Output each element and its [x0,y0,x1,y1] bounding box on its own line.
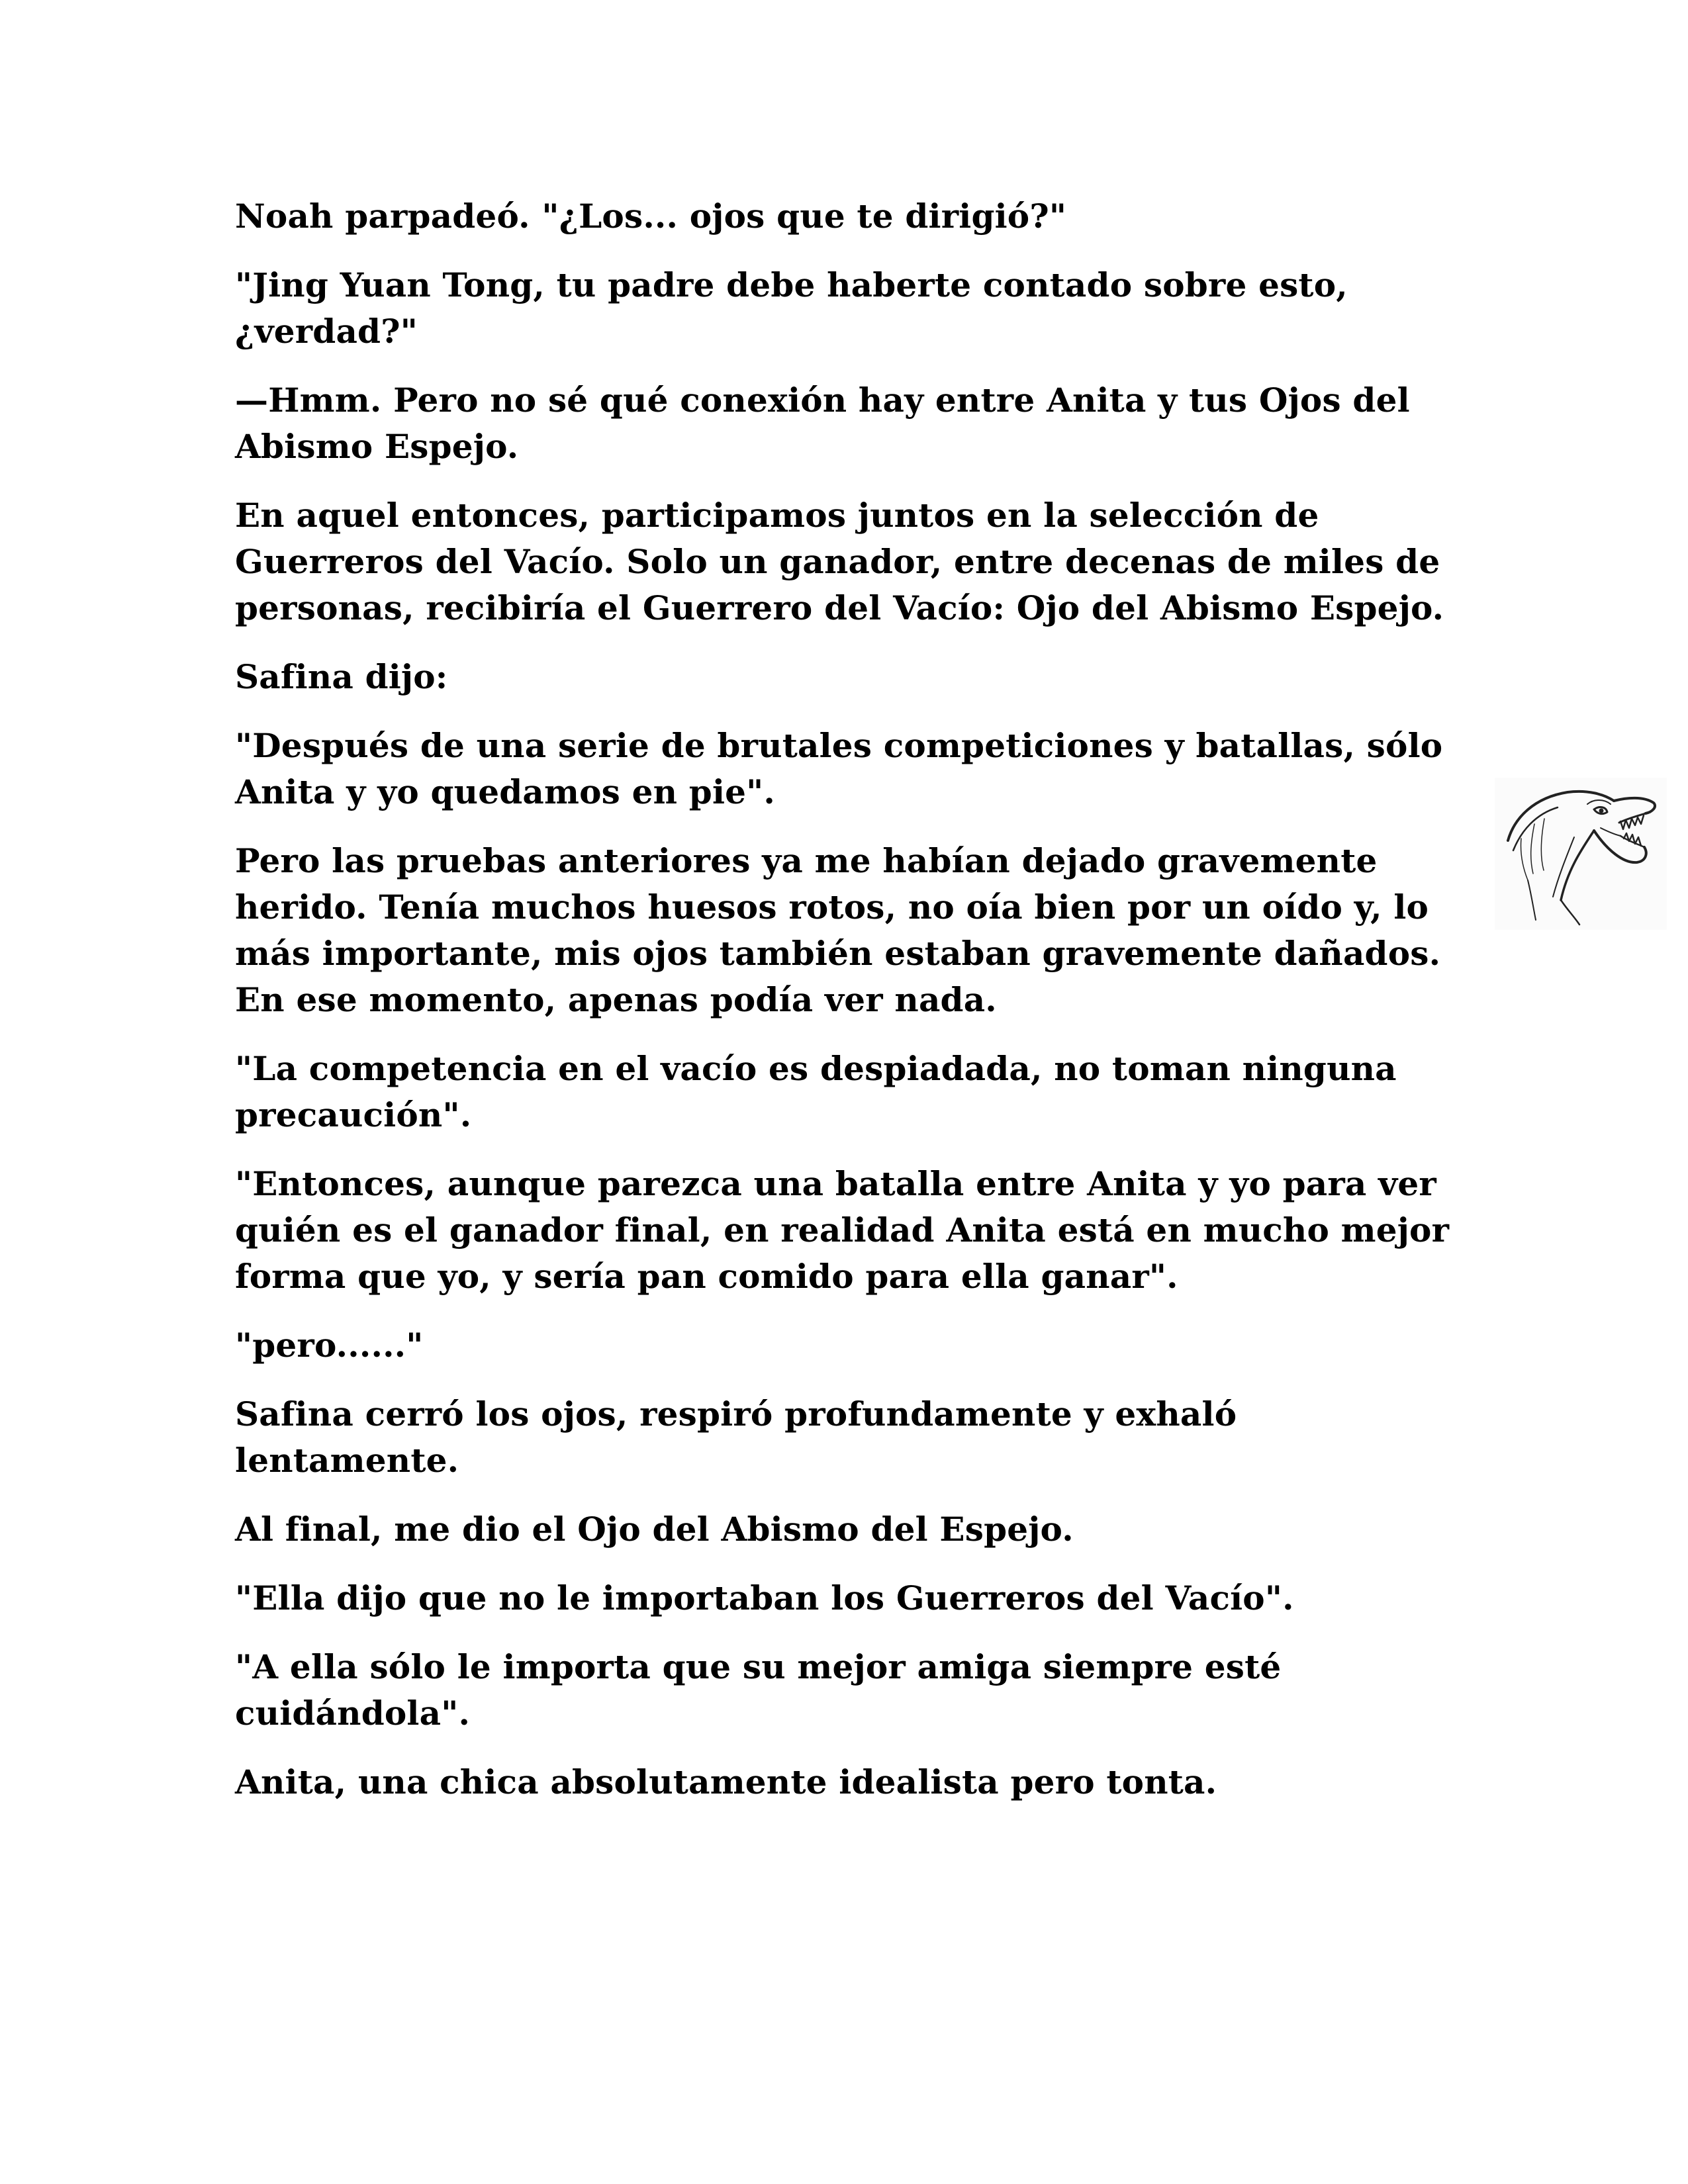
dinosaur-sketch-icon [1495,778,1667,930]
paragraph: Noah parpadeó. "¿Los... ojos que te dirigió?" [235,197,1067,236]
paragraph: "Después de una serie de brutales competiciones y batallas, sólo Anita y yo quedamos en pie". [235,726,1454,811]
paragraph: "pero......" [235,1326,424,1365]
paragraph: Safina dijo: [235,657,448,696]
document-body [235,193,1461,1828]
paragraph: Anita, una chica absolutamente idealista pero tonta. [235,1762,1217,1801]
paragraph: Al final, me dio el Ojo del Abismo del Espejo. [235,1510,1074,1549]
paragraph: "Entonces, aunque parezca una batalla entre Anita y yo para ver quién es el ganador final, en realidad Anita está en mucho mejor forma que yo, y sería pan comido para ella ganar". [235,1164,1461,1296]
paragraph: —Hmm. Pero no sé qué conexión hay entre Anita y tus Ojos del Abismo Espejo. [235,381,1422,466]
paragraph: En aquel entonces, participamos juntos en la selección de Guerreros del Vacío. Solo un ganador, entre decenas de miles de personas, recibiría el Guerrero del Vacío: Ojo del Abismo Espejo. [235,496,1452,627]
paragraph: "A ella sólo le importa que su mejor amiga siempre esté cuidándola". [235,1647,1293,1733]
paragraph: "Jing Yuan Tong, tu padre debe haberte contado sobre esto, ¿verdad?" [235,265,1360,351]
paragraph: Safina cerró los ojos, respiró profundamente y exhaló lentamente. [235,1394,1248,1480]
paragraph: "Ella dijo que no le importaban los Guerreros del Vacío". [235,1578,1294,1617]
paragraph: "La competencia en el vacío es despiadada, no toman ninguna precaución". [235,1049,1409,1134]
paragraph: Pero las pruebas anteriores ya me habían dejado gravemente herido. Tenía muchos huesos rotos, no oía bien por un oído y, lo más importante, mis ojos también estaban gravemente dañados. En ese momento, apenas podía ver nada. [235,841,1452,1019]
